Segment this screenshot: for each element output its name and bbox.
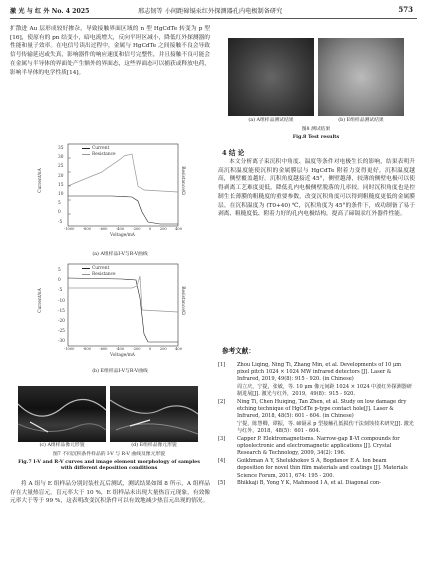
running-title: 邢志韧等 小间距碲镉汞红外探测器孔内电极制备研究 (138, 8, 283, 15)
x-ticks (64, 227, 182, 231)
references-list (218, 362, 415, 488)
x-tick: 400 (175, 227, 182, 231)
page-number: 573 (398, 5, 413, 14)
reference-text: 周立庆，宁提，张敏，等. 10 μm 像元间距 1024 × 1024 中波红外探测器研制进展[J]. 激光与红外，2019，49(8)：915 - 920. (237, 384, 412, 398)
y-tick: 0 (58, 210, 61, 216)
legend-current: Current (92, 266, 110, 271)
y-ticks (58, 266, 65, 348)
y-tick: -5 (58, 288, 63, 294)
test-result-image-b (318, 38, 404, 116)
x-tick: -800 (82, 227, 91, 231)
test-result-image-a (228, 38, 314, 116)
x-axis-label: Voltage/mA (110, 233, 135, 238)
page-header (0, 0, 427, 20)
y-tick: -20 (58, 319, 65, 325)
x-ticks (64, 347, 182, 351)
legend-swatch-resistance (82, 154, 90, 155)
references-heading: 参考文献： (222, 347, 255, 355)
conclusion-heading: 4 结 论 (222, 149, 245, 157)
legend-current: Current (92, 146, 110, 151)
paragraph: 将 A 组与 E 组样品分别封装杜瓦后测试，测试结果如图 8 所示，A 组样品存在大量热盲元，盲元率大于 10 %，E 组样品未出现大量热盲元现象，有效像元率大于等于 99 %，这表明改变沉积条件可以有效地减少热盲元出现的情况。 (10, 481, 210, 505)
reference-number: [1] (218, 362, 226, 368)
y-tick: 0 (58, 278, 61, 284)
y-tick: 5 (58, 201, 61, 207)
y-axis-label: Current/nA (37, 168, 43, 193)
reference-text: Ning Ti, Chen Huiqing, Tan Zhen, et al. Study on low damage dry etching technique of HgCdTe p-type contact hole[J]. Laser & Infrared, 2018, 48(5): 601 - 604. (in Chinese) (237, 399, 407, 420)
x-tick: 400 (175, 347, 182, 351)
reference-text: 宁提，陈慧卿，谭振，等. 碲镉汞 p 型接触孔低损伤干法刻蚀技术研究[J]. 激光与红外，2018，48(5)：601 - 604. (237, 421, 414, 435)
sem-image-a (18, 386, 106, 442)
reference-text: Goikhman A Y, Shelukhokov S A, Bogdanov E A. Ion beam deposition for novel thin film materials and coatings [J]. Materials Science Forum, 2011, 674: 195 - 200. (237, 458, 408, 479)
y-tick: -15 (58, 308, 65, 314)
legend-swatch-current (82, 268, 90, 269)
chart-panel-b (37, 258, 192, 366)
x-tick: -600 (99, 347, 108, 351)
reference-item (218, 421, 415, 435)
panel-b-caption: (b) E组样品I-V与R-V曲线 (92, 369, 148, 374)
reference-number: [3] (218, 436, 226, 443)
legend-swatch-resistance (82, 274, 90, 275)
fig8-sub-caption-a: (a) A组样品测试结果 (248, 118, 294, 123)
x-tick: -200 (132, 227, 141, 231)
reference-item (218, 436, 415, 458)
x-tick: -400 (115, 347, 125, 351)
x-tick: -600 (99, 227, 108, 231)
reference-text: Bhikkaji B, Yong Y K, Mahmood I A, et al. Diagonal con- (237, 480, 381, 487)
y-tick: 5 (58, 268, 61, 273)
y-tick: 25 (58, 164, 64, 170)
panel-a-caption: (a) A组样品I-V与R-V曲线 (92, 252, 148, 257)
sem-caption-a: (c) A组样品像元形貌 (39, 443, 85, 448)
sem-caption-b: (d) E组样品像元形貌 (131, 443, 177, 448)
x-tick: 200 (159, 227, 167, 231)
journal-name: 激 光 与 红 外 No. 4 2025 (10, 8, 90, 15)
left-bottom-text (10, 480, 210, 506)
reference-item (218, 399, 415, 421)
y-tick: 15 (58, 182, 64, 188)
figure8-caption-cn: 图8 测试结果 (301, 127, 331, 132)
y-axis-label: Current/nA (37, 288, 43, 313)
y-ticks (58, 144, 63, 227)
y-tick: 20 (58, 173, 64, 179)
reference-item (218, 458, 415, 480)
reference-item (218, 480, 415, 487)
reference-item (218, 362, 415, 384)
reference-item (218, 384, 415, 398)
y-tick: -10 (58, 298, 65, 304)
figure7-caption-en: Fig.7 I-V and R-V curves and image element morphology of samples with different deposition conditions (18, 459, 200, 472)
legend-swatch-current (82, 148, 90, 149)
x-axis-label: Voltage/mA (110, 353, 135, 358)
x-tick: -1000 (64, 227, 75, 231)
paragraph: 本文分析离子束沉积中角度、温度等条件对电极生长的影响，结果表明升高沉积温度能使沉积的金属膜层与 HgCdTe 附着力变得更好，沉积温度越高，侧壁覆盖越好。沉积角度越接近 45°，侧壁越薄，较薄的侧壁电极可以使得剥离工艺难度更低，降低孔内电极侧壁脱落的几率较。同时沉积角度也是控制生长薄膜的粗糙度的重要参数，改变沉积角度可以得到粗糙度更低的金属膜层。在沉积温度为 (T0+40) ℃，沉积角度为 45°的条件下，成功制备了易于剥离、粗糙度低、附着力好的孔内电极结构，提高了碲镉汞红外器件性能。 (218, 159, 415, 218)
reference-number: [4] (218, 458, 226, 465)
x-tick: -400 (115, 227, 125, 231)
y-tick: -25 (58, 329, 65, 335)
reference-number: [5] (218, 480, 226, 487)
legend-resistance: Resistance (92, 272, 116, 277)
x-tick: 0 (149, 347, 152, 351)
y2-axis-label: Resistance/Ω (179, 286, 185, 315)
y2-axis-label: Resistance/Ω (179, 166, 185, 195)
fig8-sub-caption-b: (b) E组样品测试结果 (338, 118, 384, 123)
y-tick: -30 (58, 339, 65, 345)
reference-number: [2] (218, 399, 226, 406)
x-tick: -1000 (64, 347, 75, 351)
header-rule (10, 18, 417, 19)
figure7-caption-cn: 图7 不同沉积条件样品的 I-V 与 R-V 曲线及像元形貌 (53, 452, 165, 457)
y-tick: 35 (58, 146, 64, 151)
reference-text: Zhou Liqing, Ning Ti, Zhang Min, et al. Developments of 10 μm pixel pitch 1024 × 1024 MW infrared detectors [J]. Laser & Infrared, 2019, 49(8): 915 - 920. (in Chinese) (237, 362, 402, 383)
x-tick: -800 (82, 347, 91, 351)
figure8-caption-en: Fig.8 Test results (292, 134, 340, 140)
x-tick: -200 (132, 347, 141, 351)
y-tick: 10 (58, 192, 64, 198)
x-tick: 200 (159, 347, 167, 351)
y-tick: -5 (58, 219, 63, 225)
conclusion-text (218, 158, 415, 219)
y-tick: 30 (58, 155, 64, 161)
sem-image-b (110, 386, 198, 442)
paragraph: 扩散进 Au 层形成较好掺杂，导致接触界面区域的 n 型 HgCdTe 转变为 p 型[16]，使原有的 pn 结变小，暗电流增大，反向平坦区减小，降低红外探测器的性能和量子效率。在电信号读出过程中，金属与 HgCdTe 之间接触不良会导致信号传输延迟或失真，影响器件的响应速度和信号完整性，并且接触不良可能会在金属与半导体的界面处产生额外的界面态，这些界面态可以捕获或释放电荷，影响半导体的电学性质[14]。 (10, 26, 210, 76)
legend-resistance: Resistance (92, 152, 116, 157)
chart-panel-a (37, 138, 192, 246)
reference-text: Capper P. Elektromagnetisms. Narrow-gap Ⅱ-Ⅵ compounds for optoelectronic and electromagnetic applications [J]. Crystal Research & Technology, 2009, 34(2): 196. (237, 436, 400, 457)
left-body-text (10, 25, 210, 77)
x-tick: 0 (149, 227, 152, 231)
